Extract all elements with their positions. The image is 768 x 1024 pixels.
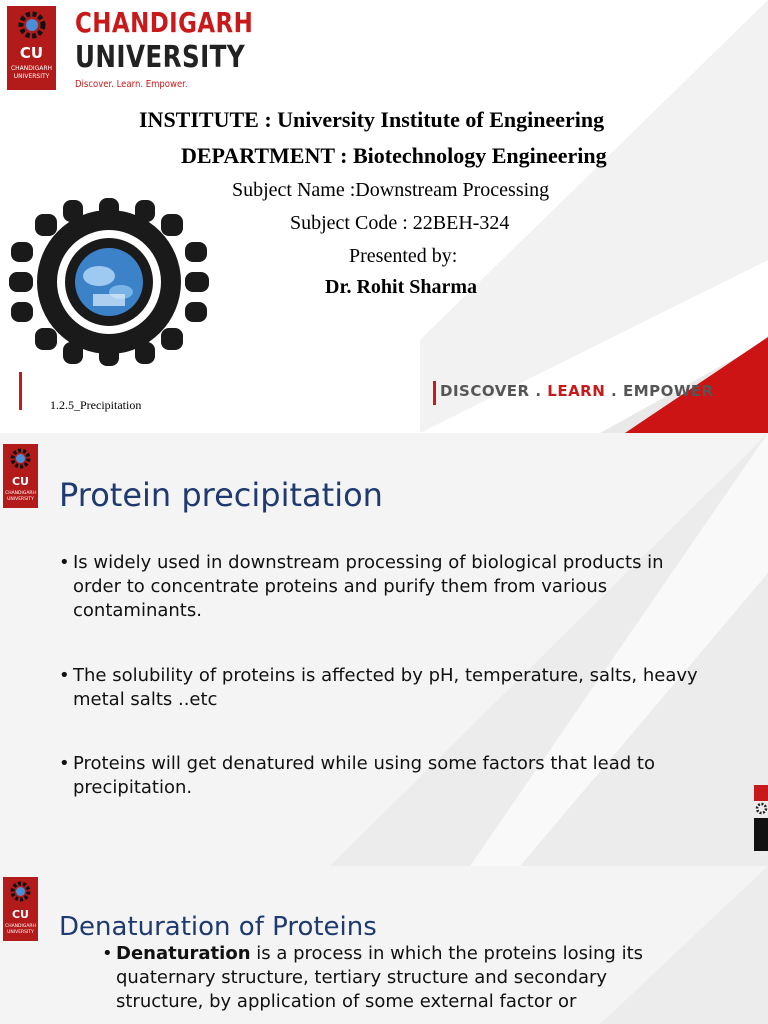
- motto-dot-2: .: [605, 382, 623, 400]
- motto-accent-bar: [433, 381, 436, 405]
- logo-initials: CU: [11, 908, 29, 921]
- logo-subtext-1: CHANDIGARH: [10, 65, 53, 72]
- bullet-text-line: precipitation.: [73, 777, 193, 798]
- bullet-text-line: • Proteins will get denatured while using some factors that lead to: [73, 753, 655, 774]
- university-logo: [7, 6, 56, 90]
- slide-title: Protein precipitation: [59, 476, 383, 514]
- brand-tagline: Discover. Learn. Empower.: [75, 79, 188, 90]
- logo-initials: CU: [11, 475, 29, 488]
- edge-logo-red-block: [754, 785, 768, 801]
- subject-code: Subject Code : 22BEH-324: [290, 212, 510, 234]
- accent-bar: [19, 372, 22, 410]
- motto-text: [440, 382, 714, 400]
- presenter-name: Dr. Rohit Sharma: [325, 276, 478, 298]
- bullet-text-line: order to concentrate proteins and purify them from various: [73, 576, 608, 597]
- content-slide-denaturation: [0, 866, 768, 1024]
- bullet-text-line: quaternary structure, tertiary structure and secondary: [116, 967, 608, 988]
- brand-name-line2: UNIVERSITY: [75, 40, 246, 75]
- bullet-text-line: [116, 942, 762, 966]
- edge-logo-dark-block: [754, 818, 768, 851]
- bullet-text-line: structure, by application of some external factor or: [116, 991, 577, 1012]
- logo-subtext-1: CHANDIGARH: [5, 491, 36, 496]
- bullet-text-line: • The solubility of proteins is affected by pH, temperature, salts, heavy: [73, 665, 698, 686]
- gear-globe-icon: [17, 10, 47, 40]
- edge-gear-icon: [755, 802, 768, 815]
- presented-by-label: Presented by:: [349, 245, 458, 267]
- bullet-item: [59, 664, 759, 712]
- slide-title: Denaturation of Proteins: [59, 912, 377, 942]
- university-logo: [3, 877, 38, 941]
- bullet-text: is a process in which the proteins losing its: [250, 943, 643, 964]
- institute-line: INSTITUTE : University Institute of Engineering: [139, 107, 605, 132]
- gear-globe-logo-icon: [5, 198, 213, 366]
- bullet-item: [59, 551, 759, 623]
- department-line: DEPARTMENT : Biotechnology Engineering: [181, 143, 607, 168]
- university-logo: [3, 444, 38, 508]
- logo-subtext-2: UNIVERSITY: [7, 497, 34, 502]
- bullet-item: [59, 752, 759, 800]
- subject-name: Subject Name :Downstream Processing: [232, 179, 550, 201]
- bullet-item: [102, 942, 762, 1014]
- bullet-term: Denaturation: [116, 943, 251, 964]
- brand-name-line1: CHANDIGARH: [75, 6, 254, 39]
- bullet-text-line: • Is widely used in downstream processing of biological products in: [73, 552, 664, 573]
- motto-learn: LEARN: [547, 382, 606, 400]
- bullet-text-line: contaminants.: [73, 600, 202, 621]
- motto-empower: EMPOWER: [622, 382, 714, 400]
- bullet-list: [102, 942, 762, 1014]
- logo-initials: CU: [19, 44, 44, 62]
- bullet-text-line: metal salts ..etc: [73, 689, 218, 710]
- slide-footer-label: 1.2.5_Precipitation: [50, 398, 142, 412]
- logo-subtext-2: UNIVERSITY: [13, 73, 50, 80]
- title-slide: [0, 0, 768, 433]
- logo-subtext-2: UNIVERSITY: [7, 930, 34, 935]
- motto-dot-1: .: [529, 382, 548, 400]
- content-slide-protein-precipitation: [0, 433, 768, 866]
- gear-globe-icon: [9, 880, 32, 903]
- logo-subtext-1: CHANDIGARH: [5, 924, 36, 929]
- bullet-list: [59, 551, 759, 800]
- motto-discover: DISCOVER: [440, 382, 530, 400]
- gear-globe-icon: [9, 447, 32, 470]
